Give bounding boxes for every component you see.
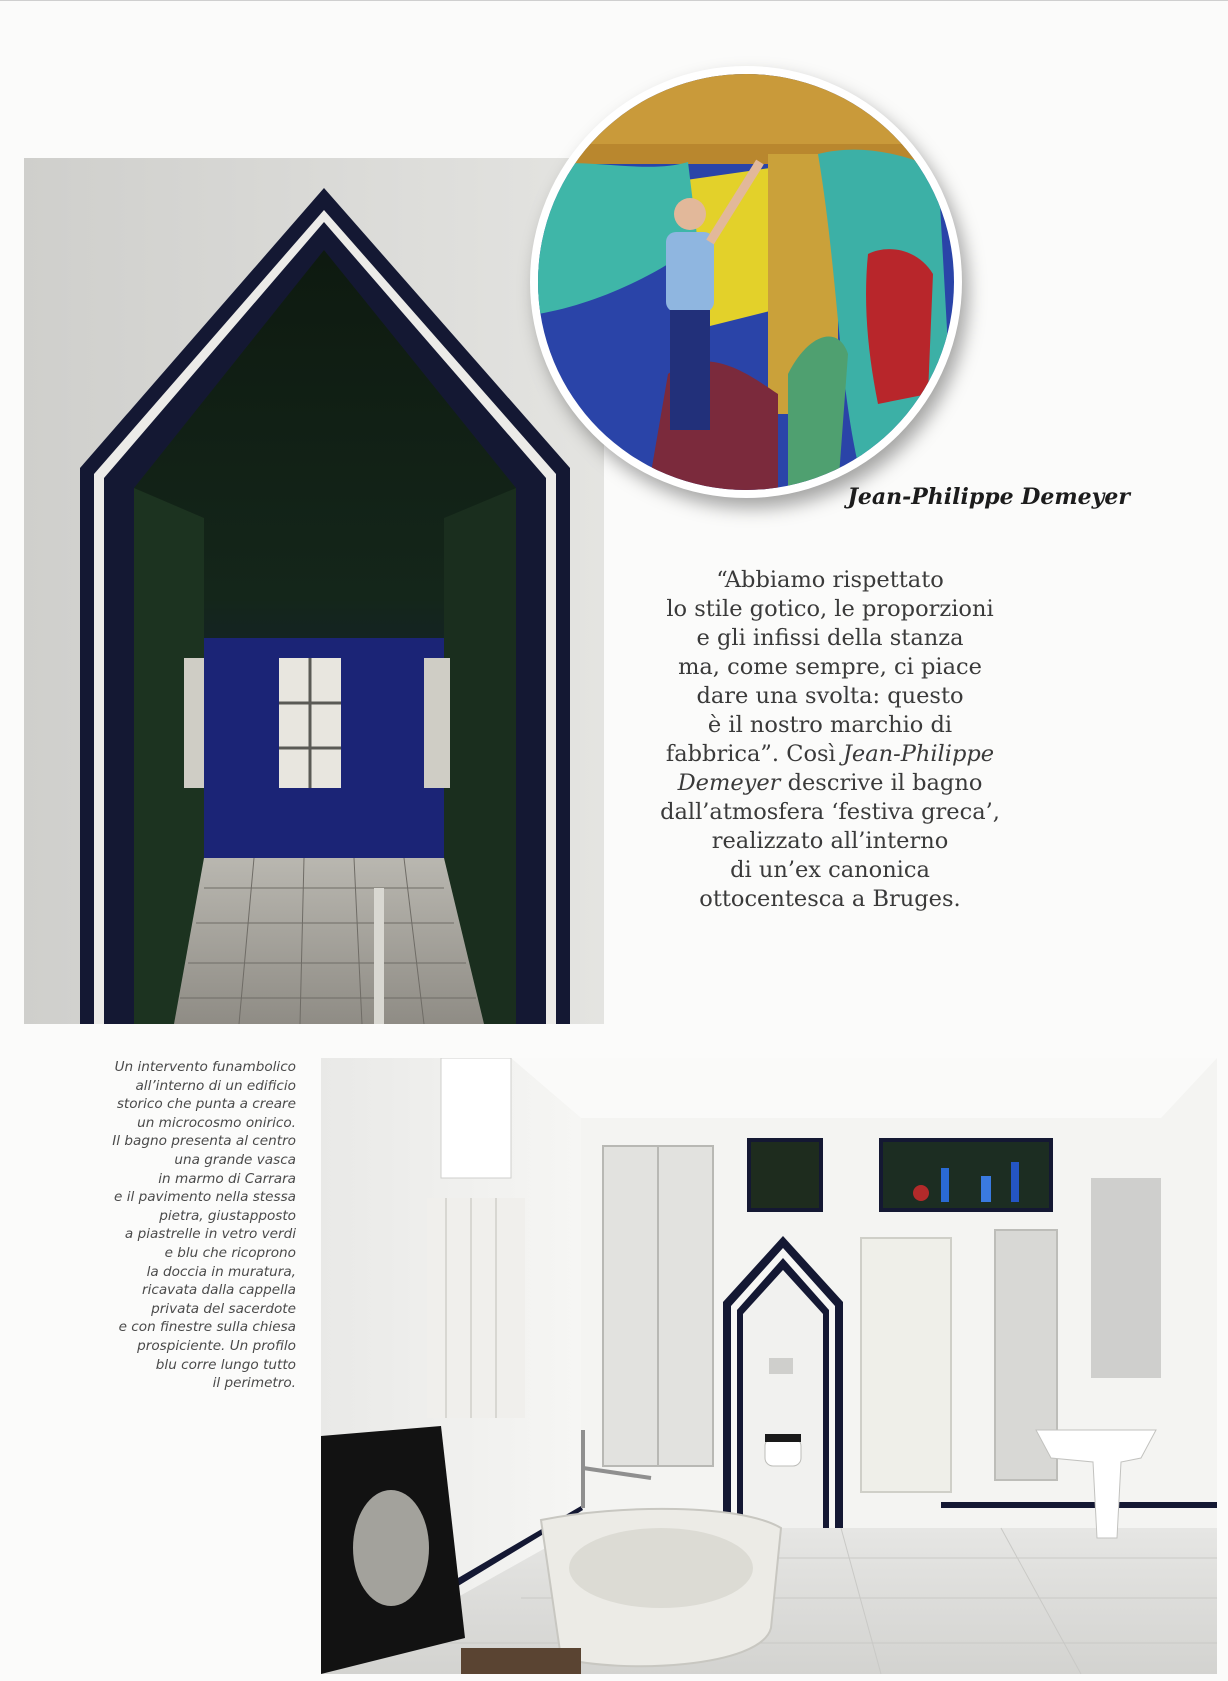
designer-portrait: [530, 66, 962, 498]
caption-line: il perimetro.: [212, 1375, 296, 1392]
quote-line: realizzato all’interno: [711, 828, 949, 854]
photo-caption: [80, 1058, 296, 1393]
quote-text: descrive il bagno: [780, 770, 983, 796]
caption-line: pietra, giustapposto: [159, 1207, 296, 1224]
caption-line: all’interno di un edificio: [135, 1077, 296, 1094]
caption-line: e con finestre sulla chiesa: [118, 1319, 296, 1336]
quote-line: [640, 740, 1020, 769]
caption-line: e il pavimento nella stessa: [114, 1189, 296, 1206]
quote-line: dare una svolta: questo: [696, 683, 964, 709]
portrait-photo: [538, 74, 954, 490]
caption-line: un microcosmo onirico.: [137, 1114, 296, 1131]
top-rule: [0, 0, 1228, 1]
caption-line: Il bagno presenta al centro: [112, 1133, 296, 1150]
caption-line: a piastrelle in vetro verdi: [124, 1226, 296, 1243]
caption-line: la doccia in muratura,: [146, 1263, 296, 1280]
quote-line: e gli infissi della stanza: [696, 625, 964, 651]
caption-line: privata del sacerdote: [151, 1300, 296, 1317]
gothic-shower-photo: [24, 158, 604, 1024]
bathroom-photo: [321, 1058, 1217, 1674]
caption-line: e blu che ricoprono: [164, 1244, 296, 1261]
quote-name-part: Demeyer: [677, 770, 781, 796]
quote-line: ottocentesca a Bruges.: [699, 886, 961, 912]
quote-line: è il nostro marchio di: [707, 712, 953, 738]
caption-line: ricavata dalla cappella: [142, 1282, 296, 1299]
caption-line: blu corre lungo tutto: [155, 1356, 296, 1373]
quote-name-part: Jean-Philippe: [842, 741, 995, 767]
caption-line: Un intervento funambolico: [114, 1059, 296, 1075]
quote-text: fabbrica”. Così: [665, 741, 843, 767]
caption-line: una grande vasca: [174, 1151, 296, 1168]
quote-line: di un’ex canonica: [730, 857, 930, 883]
quote-line: dall’atmosfera ‘festiva greca’,: [660, 799, 1000, 825]
designer-quote: [640, 566, 1020, 914]
caption-line: storico che punta a creare: [116, 1096, 296, 1113]
quote-line: lo stile gotico, le proporzioni: [666, 596, 994, 622]
quote-line: “Abbiamo rispettato: [716, 567, 944, 593]
quote-line: ma, come sempre, ci piace: [678, 654, 982, 680]
caption-line: prospiciente. Un profilo: [137, 1337, 296, 1354]
portrait-caption: Jean-Philippe Demeyer: [847, 484, 1130, 510]
quote-line: [640, 769, 1020, 798]
caption-line: in marmo di Carrara: [158, 1170, 296, 1187]
